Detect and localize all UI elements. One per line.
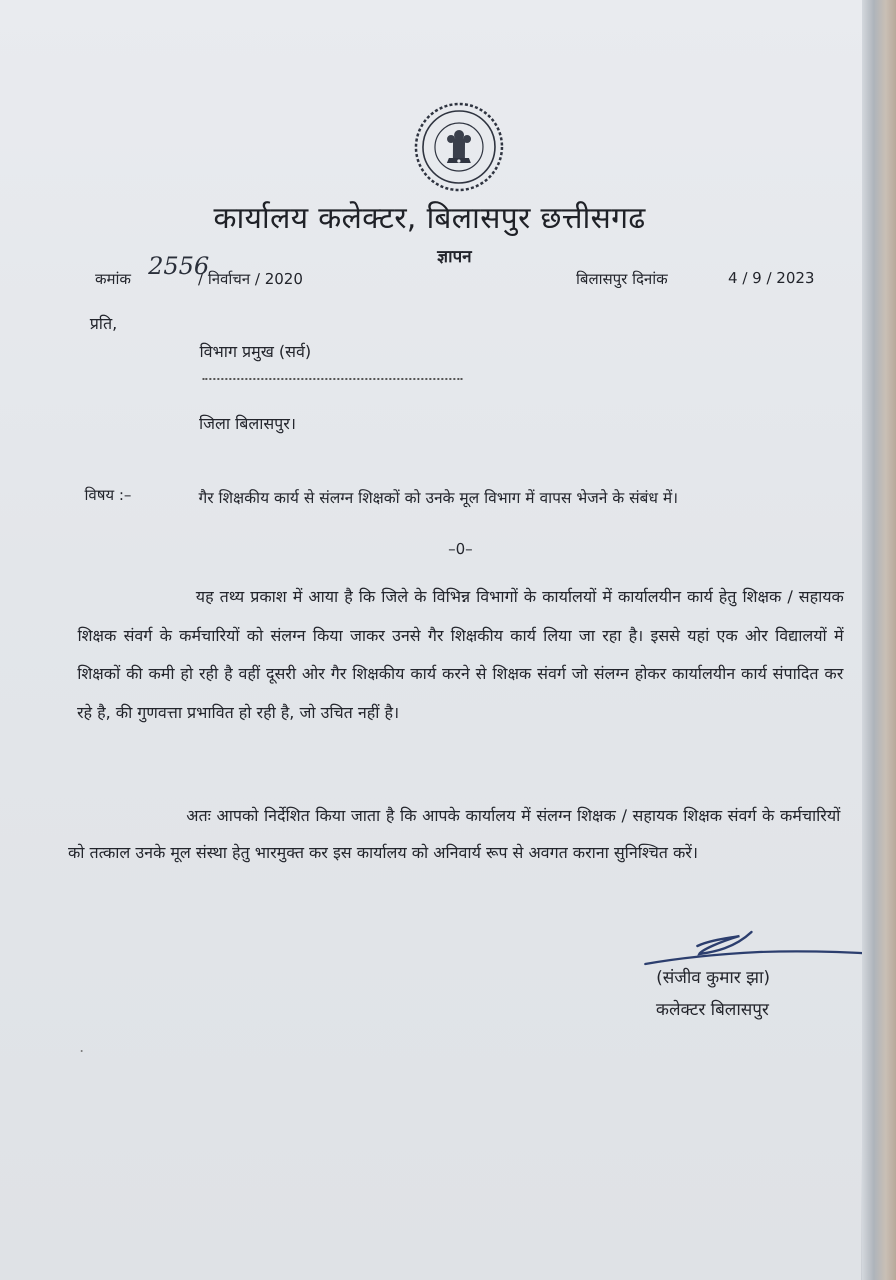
memo-heading: ज्ञापन bbox=[437, 247, 472, 267]
subject-text: गैर शिक्षकीय कार्य से संलग्न शिक्षकों को उनके मूल विभाग में वापस भेजने के संबंध में। bbox=[198, 489, 679, 507]
addressee-line-2: जिला बिलासपुर। bbox=[198, 414, 297, 433]
addressee-to: प्रति, bbox=[89, 314, 118, 333]
place-date-label: बिलासपुर दिनांक bbox=[575, 270, 668, 288]
office-title: कार्यालय कलेक्टर, बिलासपुर छत्तीसगढ bbox=[213, 201, 646, 236]
background-edge bbox=[862, 0, 896, 1280]
reference-suffix: / निर्वाचन / 2020 bbox=[197, 270, 303, 288]
reference-label: कमांक bbox=[94, 270, 132, 288]
dotted-divider bbox=[202, 378, 462, 380]
letter-date: 4 / 9 / 2023 bbox=[727, 269, 815, 287]
body-paragraph-2: अतः आपको निर्देशित किया जाता है कि आपके कार्यालय में संलग्न शिक्षक / सहायक शिक्षक संवर्ग के कर्मचारियों को तत्काल उनके मूल संस्था हेतु भारमुक्त कर इस कार्यालय को अनिवार्य रूप से अवगत कराना सुनिश्चित करें। bbox=[67, 806, 841, 862]
body-paragraph-1: यह तथ्य प्रकाश में आया है कि जिले के विभिन्न विभागों के कार्यालयों में कार्यालयीन कार्य हेतु शिक्षक / सहायक शिक्षक संवर्ग के कर्मचारियों को संलग्न किया जाकर उनसे गैर शिक्षकीय कार्य लिया जा रहा है। इससे यहां एक ओर विद्यालयों में शिक्षकों की कमी हो रही है वहीं दूसरी ओर गैर शिक्षकीय कार्य करने से शिक्षक संवर्ग जो संलग्न होकर कार्यालयीन कार्य संपादित कर रहे है, की गुणवत्ता प्रभावित हो रही है, जो उचित नहीं है। bbox=[76, 587, 844, 722]
separator-mark: –0– bbox=[448, 540, 473, 558]
addressee-line-1: विभाग प्रमुख (सर्व) bbox=[199, 342, 312, 361]
signatory-name: (संजीव कुमार झा) bbox=[656, 968, 771, 988]
handwritten-signature bbox=[639, 924, 884, 970]
paper-speck bbox=[81, 1050, 83, 1052]
subject-label: विषय :– bbox=[84, 486, 132, 504]
signatory-designation: कलेक्टर बिलासपुर bbox=[655, 1000, 769, 1020]
reference-number: 2556 bbox=[148, 252, 210, 280]
emblem-seal-icon bbox=[413, 101, 506, 193]
